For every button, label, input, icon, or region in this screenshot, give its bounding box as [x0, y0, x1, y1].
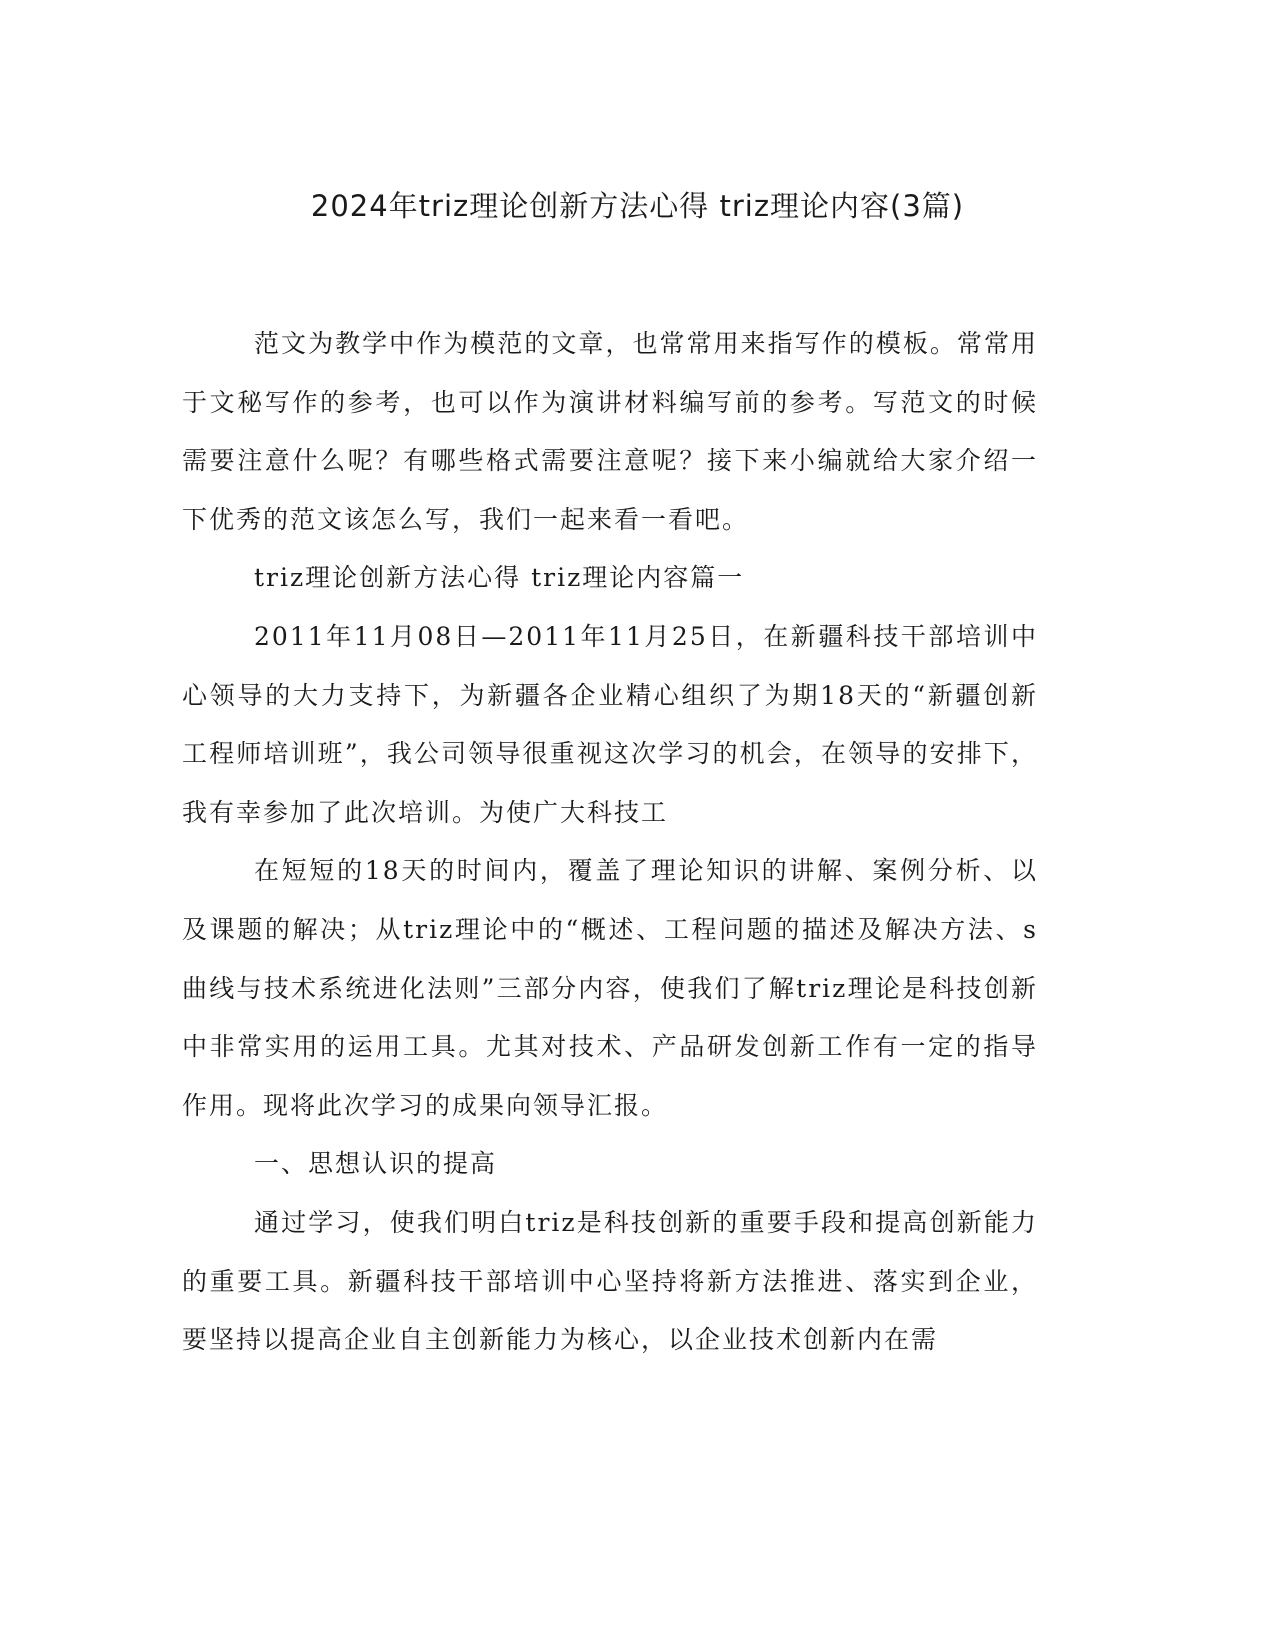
document-title: 2024年triz理论创新方法心得 triz理论内容(3篇) [310, 189, 965, 223]
body-paragraph: 在短短的18天的时间内，覆盖了理论知识的讲解、案例分析、以及课题的解决；从triz理论中的“概述、工程问题的描述及解决方法、s曲线与技术系统进化法则”三部分内容，使我们了解triz理论是科技创新中非常实用的运用工具。尤其对技术、产品研发创新工作有一定的指导作用。现将此次学习的成果向领导汇报。 [182, 856, 1038, 1120]
document-body [182, 315, 1038, 1370]
body-paragraph: 通过学习，使我们明白triz是科技创新的重要手段和提高创新能力的重要工具。新疆科技干部培训中心坚持将新方法推进、落实到企业，要坚持以提高企业自主创新能力为核心，以企业技术创新内在需 [182, 1207, 1038, 1355]
subheading-thought-improvement: 一、思想认识的提高 [254, 1149, 498, 1179]
body-paragraph: 2011年11月08日—2011年11月25日，在新疆科技干部培训中心领导的大力支持下，为新疆各企业精心组织了为期18天的“新疆创新工程师培训班”，我公司领导很重视这次学习的机会，在领导的安排下，我有幸参加了此次培训。为使广大科技工 [182, 621, 1038, 827]
section-heading-part-one: triz理论创新方法心得 triz理论内容篇一 [254, 563, 745, 593]
intro-paragraph: 范文为教学中作为模范的文章，也常常用来指写作的模板。常常用于文秘写作的参考，也可以作为演讲材料编写前的参考。写范文的时候需要注意什么呢？有哪些格式需要注意呢？接下来小编就给大家介绍一下优秀的范文该怎么写，我们一起来看一看吧。 [182, 329, 1038, 534]
